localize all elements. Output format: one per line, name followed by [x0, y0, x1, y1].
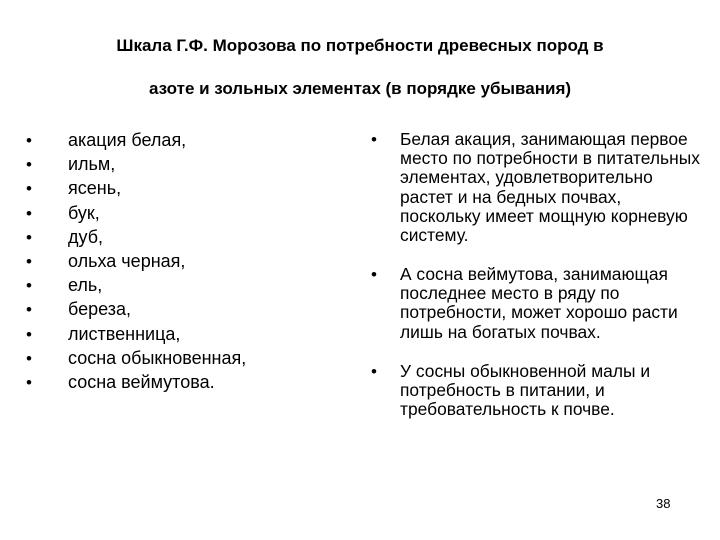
bullet-icon: • [26, 372, 32, 392]
list-item-text: ольха черная, [68, 250, 186, 271]
bullet-icon: • [26, 348, 32, 368]
bullet-icon: • [26, 324, 32, 344]
list-item [26, 372, 346, 396]
list-item [26, 251, 346, 275]
slide-title-line-2: азоте и зольных элементах (в порядке убывания) [148, 79, 572, 98]
list-item [26, 178, 346, 202]
list-item-text: ель, [68, 275, 103, 296]
list-item [26, 203, 346, 227]
bullet-icon: • [26, 203, 32, 223]
bullet-icon: • [26, 300, 32, 320]
list-item [371, 129, 700, 265]
explanation-list [371, 129, 700, 420]
list-item-text: А сосна веймутова, занимающая последнее место в ряду по потребности, может хорошо расти лишь на богатых почвах. [400, 264, 678, 342]
tree-species-list [26, 130, 346, 396]
list-item-text: сосна обыкновенная, [68, 347, 247, 368]
list-item-text: сосна веймутова. [68, 371, 215, 392]
list-item [371, 265, 691, 362]
list-item-text: акация белая, [68, 130, 187, 150]
list-item [371, 362, 691, 420]
bullet-icon: • [26, 179, 32, 199]
list-item-text: Белая акация, занимающая первое место по потребности в питательных элементах, удовлетворительно растет и на бедных почвах, поскольку имеет мощную корневую систему. [400, 129, 700, 246]
list-item-text: ясень, [68, 178, 122, 199]
list-item [26, 275, 346, 299]
bullet-icon: • [26, 251, 32, 271]
slide-title-line-1: Шкала Г.Ф. Морозова по потребности древесных пород в [116, 36, 604, 55]
bullet-icon: • [26, 276, 32, 296]
bullet-icon: • [371, 265, 377, 284]
list-item-text: дуб, [68, 226, 104, 247]
list-item [26, 227, 346, 251]
bullet-icon: • [26, 131, 32, 150]
bullet-icon: • [371, 130, 377, 149]
list-item-text: ильм, [68, 154, 116, 175]
list-item-text: У сосны обыкновенной малы и потребность в питании, и требовательность к почве. [400, 361, 651, 420]
list-item-text: береза, [68, 299, 132, 320]
list-item [26, 130, 346, 154]
list-item [26, 154, 346, 178]
list-item-text: бук, [68, 202, 100, 223]
bullet-icon: • [26, 227, 32, 247]
bullet-icon: • [371, 362, 377, 381]
list-item [26, 324, 346, 348]
list-item [26, 348, 346, 372]
page-number: 38 [656, 496, 671, 511]
list-item [26, 299, 346, 323]
list-item-text: лиственница, [68, 323, 181, 344]
bullet-icon: • [26, 155, 32, 175]
